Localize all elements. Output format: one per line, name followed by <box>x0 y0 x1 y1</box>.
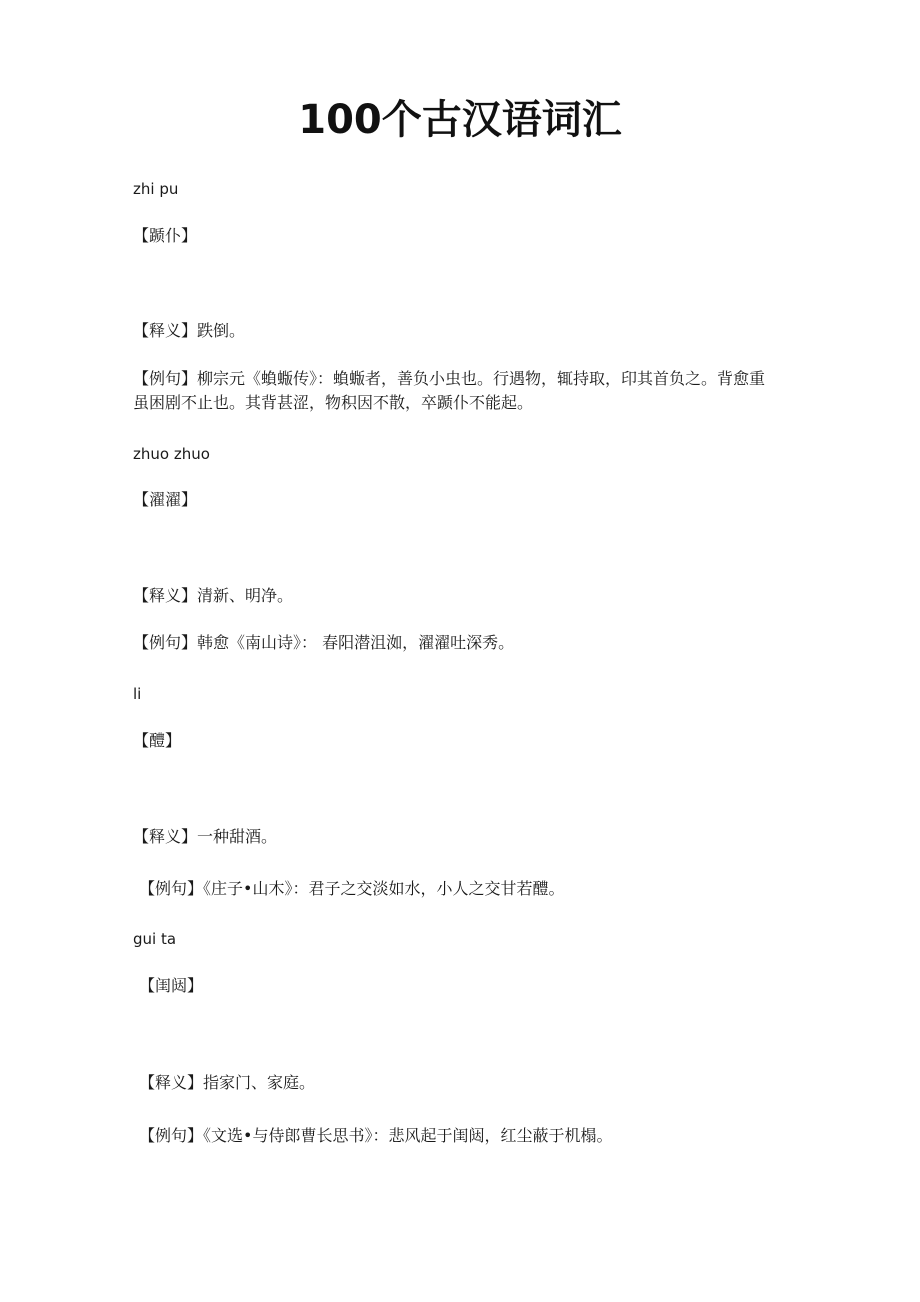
entry-example-continued: 虽困剧不止也。其背甚涩，物积因不散，卒踬仆不能起。 <box>133 393 534 412</box>
entry-meaning: 【释义】指家门、家庭。 <box>139 1073 316 1092</box>
entry-word: 【闺闼】 <box>139 976 204 995</box>
entry-example: 【例句】《庄子•山木》：君子之交淡如水，小人之交甘若醴。 <box>139 879 565 898</box>
entry-word: 【踬仆】 <box>133 226 198 245</box>
entry-word: 【濯濯】 <box>133 490 198 509</box>
entry-example: 【例句】柳宗元《蝜蝂传》：蝜蝂者，善负小虫也。行遇物，辄持取，印其首负之。背愈重 <box>133 369 766 388</box>
entry-pinyin: zhuo zhuo <box>133 445 210 463</box>
entry-meaning: 【释义】清新、明净。 <box>133 586 294 605</box>
entry-meaning: 【释义】跌倒。 <box>133 321 246 340</box>
entry-example: 【例句】韩愈《南山诗》： 春阳潜沮洳，濯濯吐深秀。 <box>133 633 515 652</box>
page-title: 100个古汉语词汇 <box>298 97 622 143</box>
entry-pinyin: gui ta <box>133 930 177 948</box>
entry-meaning: 【释义】一种甜酒。 <box>133 827 278 846</box>
entry-example: 【例句】《文选•与侍郎曹长思书》：悲风起于闺闼，红尘蔽于机榻。 <box>139 1126 613 1145</box>
entry-word: 【醴】 <box>133 731 182 750</box>
entry-pinyin: zhi pu <box>133 180 179 198</box>
entry-pinyin: li <box>133 685 142 703</box>
